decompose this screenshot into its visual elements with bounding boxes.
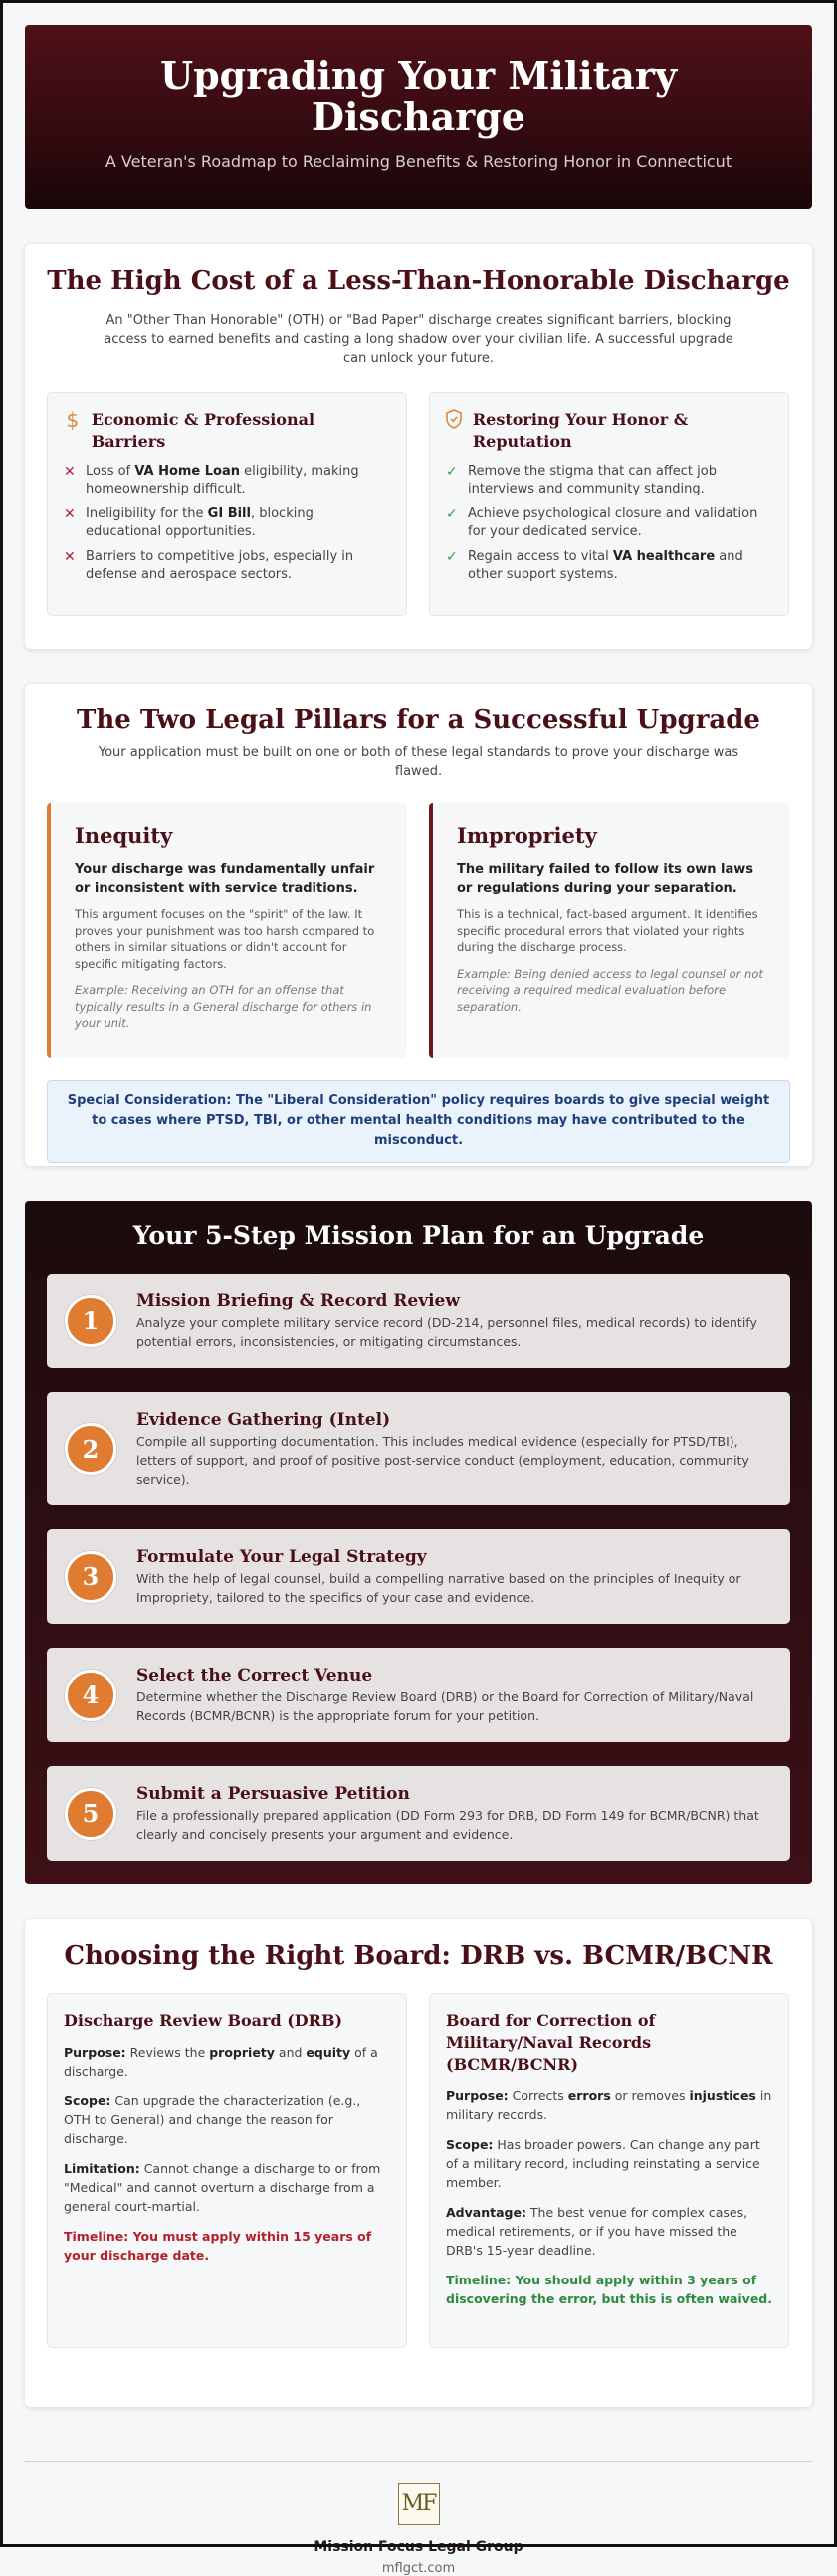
bcmr-purpose: Purpose: Corrects errors or removes injustices in military records. [446,2088,772,2122]
page-subtitle: A Veteran's Roadmap to Reclaiming Benefits & Restoring Honor in Connecticut [105,152,732,171]
firm-url-link[interactable]: mflgct.com [381,2561,456,2576]
x-icon: ✕ [64,464,76,480]
step-item [47,1766,790,1861]
drb-panel [47,1993,407,2348]
step-item [47,1274,790,1368]
pillars-title: The Two Legal Pillars for a Successful Upgrade [77,705,760,735]
check-icon: ✓ [446,506,458,522]
bcmr-title: Board for Correction of Military/Naval Records (BCMR/BCNR) [446,2011,656,2074]
pillars-intro: Your application must be built on one or both of these legal standards to prove your discharge was flawed. [98,745,739,779]
list-item: ✓ Achieve psychological closure and validation for your dedicated service. [446,506,758,539]
step-text: Analyze your complete military service record (DD-214, personnel files, medical records) to identify potential errors, inconsistencies, or mitigating circumstances. [136,1314,757,1349]
dollar-icon: $ [66,408,80,432]
drb-limitation: Limitation: Cannot change a discharge to or from "Medical" and cannot overturn a discharge from a general court-martial. [64,2161,381,2214]
inequity-body: This argument focuses on the "spirit" of the law. It proves your punishment was too harsh compared to others in similar situations or didn't account for specific mitigating factors. [75,907,375,971]
firm-logo: MF [398,2483,440,2525]
check-icon: ✓ [446,549,458,565]
list-item: ✓ Remove the stigma that can affect job interviews and community standing. [446,464,717,496]
step-text: File a professionally prepared application (DD Form 293 for DRB, DD Form 149 for BCMR/BCNR) that clearly and concisely presents your argument and evidence. [136,1807,759,1842]
inequity-panel [47,803,407,1058]
bcmr-scope: Scope: Has broader powers. Can change any part of a military record, including reinstating a service member. [446,2137,760,2190]
boards-title: Choosing the Right Board: DRB vs. BCMR/BCNR [64,1941,773,1971]
drb-scope: Scope: Can upgrade the characterization (e.g., OTH to General) and change the reason for discharge. [64,2093,361,2146]
steps-section [25,1201,812,1884]
step-item [47,1392,790,1505]
step-title: Select the Correct Venue [136,1665,373,1685]
pillars-section [25,684,812,1166]
steps-title: Your 5-Step Mission Plan for an Upgrade [132,1221,705,1250]
step-title: Submit a Persuasive Petition [136,1783,410,1804]
step-number-badge: 4 [65,1670,116,1721]
step-text: Compile all supporting documentation. This includes medical evidence (especially for PTSD/TBI), letters of support, and proof of positive post-service conduct (employment, education, community service). [136,1433,749,1486]
impropriety-lead: The military failed to follow its own laws or regulations during your separation. [457,862,754,895]
bcmr-panel [429,1993,789,2348]
x-icon: ✕ [64,549,76,565]
shield-icon [446,409,463,431]
step-number-badge: 5 [65,1788,116,1840]
list-item: ✕ Barriers to competitive jobs, especially in defense and aerospace sectors. [64,549,354,582]
step-item [47,1648,790,1742]
footer [25,2462,812,2576]
impropriety-body: This is a technical, fact-based argument. It identifies specific procedural errors that violated your rights during the discharge process. [457,907,758,954]
boards-section [25,1919,812,2407]
honor-panel [429,392,789,616]
impropriety-example: Example: Being denied access to legal counsel or not receiving a required medical evaluation before separation. [457,966,763,1014]
drb-timeline: Timeline: You must apply within 15 years of your discharge date. [64,2229,372,2263]
special-consideration-note: Special Consideration: The "Liberal Consideration" policy requires boards to give special weight to cases where PTSD, TBI, or other mental health conditions may have contributed to the misconduct. [47,1080,790,1163]
check-icon: ✓ [446,464,458,480]
list-item: ✕ Loss of VA Home Loan eligibility, making homeownership difficult. [64,464,359,496]
step-title: Evidence Gathering (Intel) [136,1409,391,1430]
cost-section [25,244,812,649]
hero-banner [25,25,812,209]
list-item: ✓ Regain access to vital VA healthcare and other support systems. [446,549,743,582]
impropriety-panel [429,803,789,1058]
x-icon: ✕ [64,506,76,522]
step-text: Determine whether the Discharge Review Board (DRB) or the Board for Correction of Military/Naval Records (BCMR/BCNR) is the appropriate forum for your petition. [136,1688,754,1723]
step-number-badge: 3 [65,1551,116,1603]
step-title: Formulate Your Legal Strategy [136,1546,427,1567]
step-text: With the help of legal counsel, build a compelling narrative based on the principles of Inequity or Impropriety, tailored to the specifics of your case and evidence. [136,1570,741,1605]
barriers-title: Economic & Professional Barriers [91,410,315,451]
impropriety-title: Impropriety [457,823,597,848]
cost-intro: An "Other Than Honorable" (OTH) or "Bad Paper" discharge creates significant barriers, blocking access to earned benefits and casting a long shadow over your civilian life. A successful upgrade can unlock your future. [104,313,733,366]
cost-title: The High Cost of a Less-Than-Honorable Discharge [47,266,790,296]
firm-name: Mission Focus Legal Group [314,2539,523,2555]
inequity-example: Example: Receiving an OTH for an offense that typically results in a General discharge for others in your unit. [75,983,372,1030]
bcmr-advantage: Advantage: The best venue for complex cases, medical retirements, or if you have missed the DRB's 15-year deadline. [446,2205,748,2258]
list-item: ✕ Ineligibility for the GI Bill, blocking educational opportunities. [64,506,314,539]
honor-title: Restoring Your Honor & Reputation [472,410,689,451]
barriers-panel [47,392,407,616]
step-number-badge: 1 [65,1295,116,1347]
inequity-title: Inequity [75,823,173,848]
step-title: Mission Briefing & Record Review [136,1290,461,1311]
page-title: Upgrading Your Military Discharge [159,53,678,139]
drb-purpose: Purpose: Reviews the propriety and equity of a discharge. [64,2045,378,2079]
drb-title: Discharge Review Board (DRB) [64,2011,343,2030]
step-number-badge: 2 [65,1423,116,1475]
bcmr-timeline: Timeline: You should apply within 3 years of discovering the error, but this is often waived. [446,2273,772,2306]
inequity-lead: Your discharge was fundamentally unfair or inconsistent with service traditions. [75,862,375,895]
step-item [47,1529,790,1624]
